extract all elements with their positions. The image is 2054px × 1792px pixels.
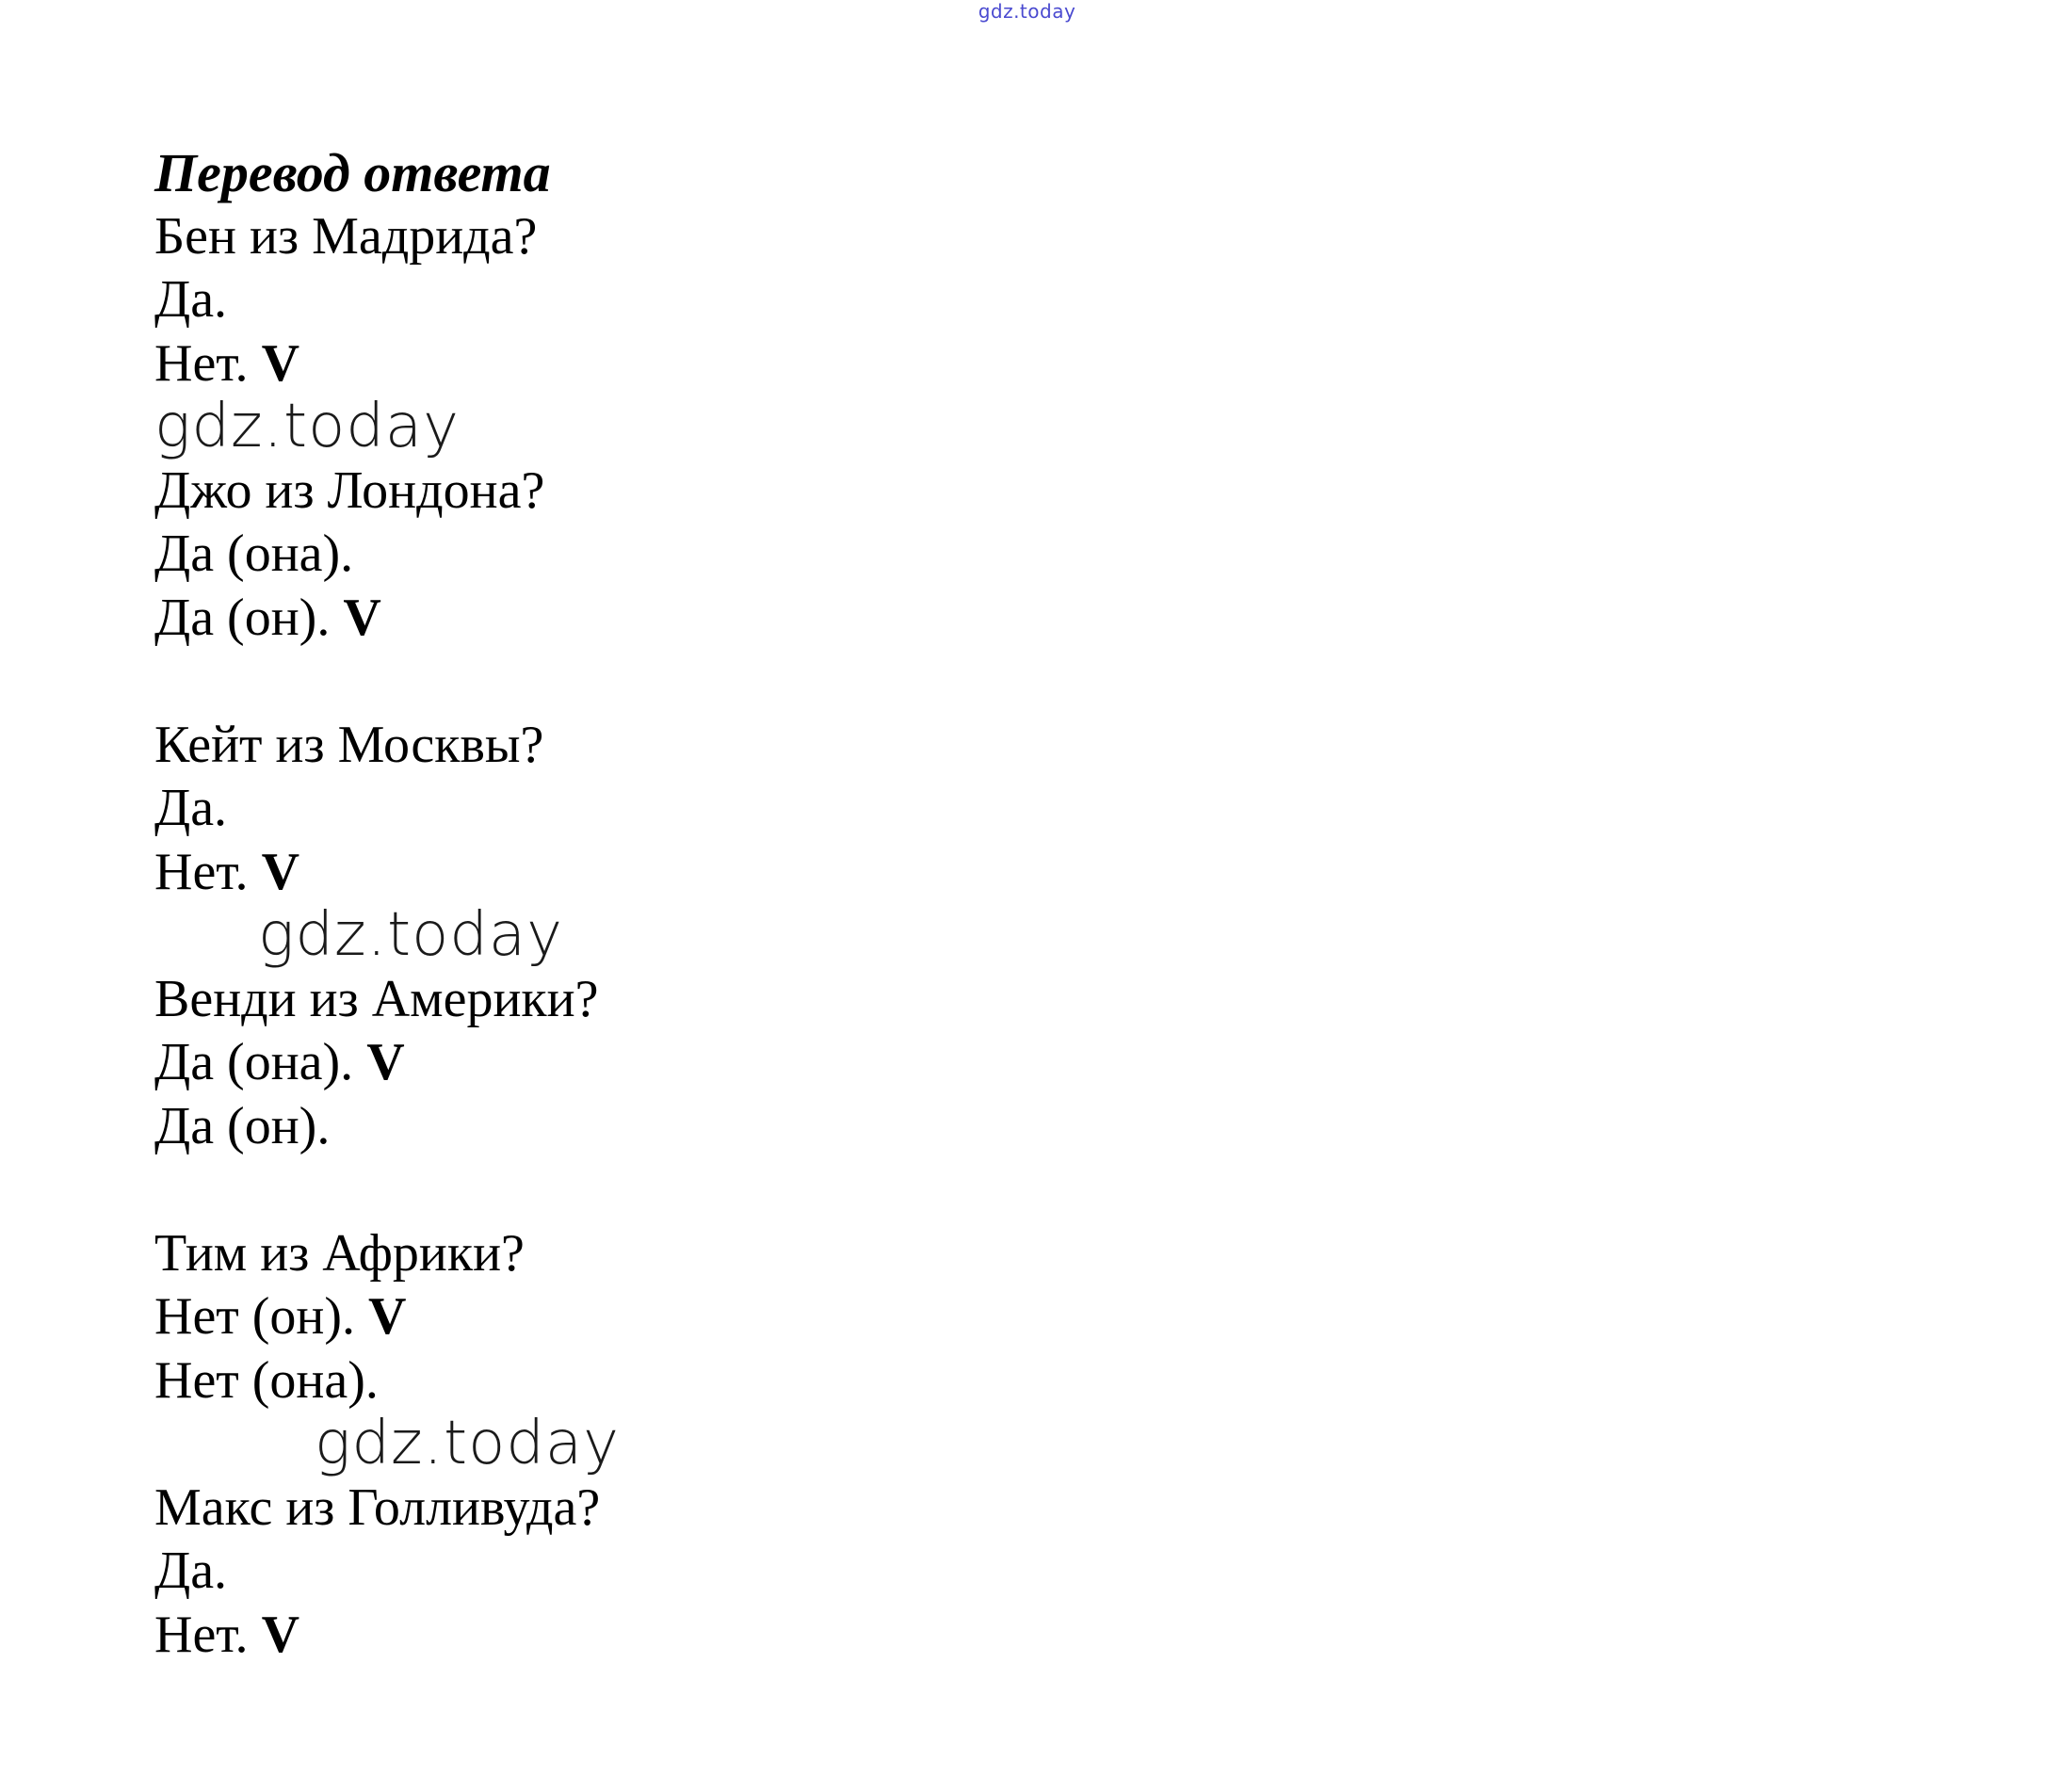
answer-option-text: Да (она). <box>154 525 354 583</box>
page-title: Перевод ответа <box>154 142 551 203</box>
check-mark: V <box>261 1605 300 1664</box>
answer-option-checked <box>154 332 1473 396</box>
watermark-text: gdz.today <box>154 392 460 461</box>
answer-option-text: Нет. <box>154 842 249 901</box>
answer-option-text: Нет. <box>154 333 249 393</box>
watermark-text: gdz.today <box>315 1409 620 1478</box>
answer-option-checked <box>154 841 1473 905</box>
check-mark: V <box>343 588 381 647</box>
watermark-text: gdz.today <box>258 900 563 970</box>
answer-option <box>154 777 1473 841</box>
answer-option-text: Да (он). <box>154 588 331 647</box>
answer-option-text: Да. <box>154 1542 228 1600</box>
check-mark: V <box>368 1287 407 1346</box>
answer-option <box>154 1540 1473 1604</box>
answer-option-text: Нет (он). <box>154 1287 356 1346</box>
answer-option-text: Нет (она). <box>154 1350 379 1410</box>
answer-option-text: Да. <box>154 779 228 837</box>
answer-option <box>154 1349 1473 1413</box>
answer-option-text: Нет. <box>154 1605 249 1664</box>
answer-document <box>154 141 1473 1667</box>
question-text: Кейт из Москвы? <box>154 715 544 774</box>
check-mark: V <box>366 1033 405 1091</box>
question-text: Макс из Голливуда? <box>154 1477 601 1537</box>
top-watermark: gdz.today <box>978 0 1076 23</box>
question-text: Джо из Лондона? <box>154 460 545 520</box>
answer-option-text: Да. <box>154 270 228 329</box>
answer-option-checked <box>154 587 1473 651</box>
question-text: Бен из Мадрида? <box>154 206 538 266</box>
spacer <box>154 1158 1473 1222</box>
answer-option <box>154 523 1473 587</box>
question-text: Тим из Африки? <box>154 1223 525 1283</box>
question-text: Венди из Америки? <box>154 969 599 1028</box>
check-mark: V <box>261 333 300 393</box>
answer-option-checked <box>154 1285 1473 1349</box>
answer-option <box>154 268 1473 332</box>
answer-option-checked <box>154 1604 1473 1668</box>
spacer <box>154 650 1473 714</box>
answer-option-checked <box>154 1031 1473 1095</box>
answer-option-text: Да (она). <box>154 1033 354 1091</box>
answer-option <box>154 1095 1473 1159</box>
answer-option-text: Да (он). <box>154 1096 331 1155</box>
check-mark: V <box>261 842 300 901</box>
